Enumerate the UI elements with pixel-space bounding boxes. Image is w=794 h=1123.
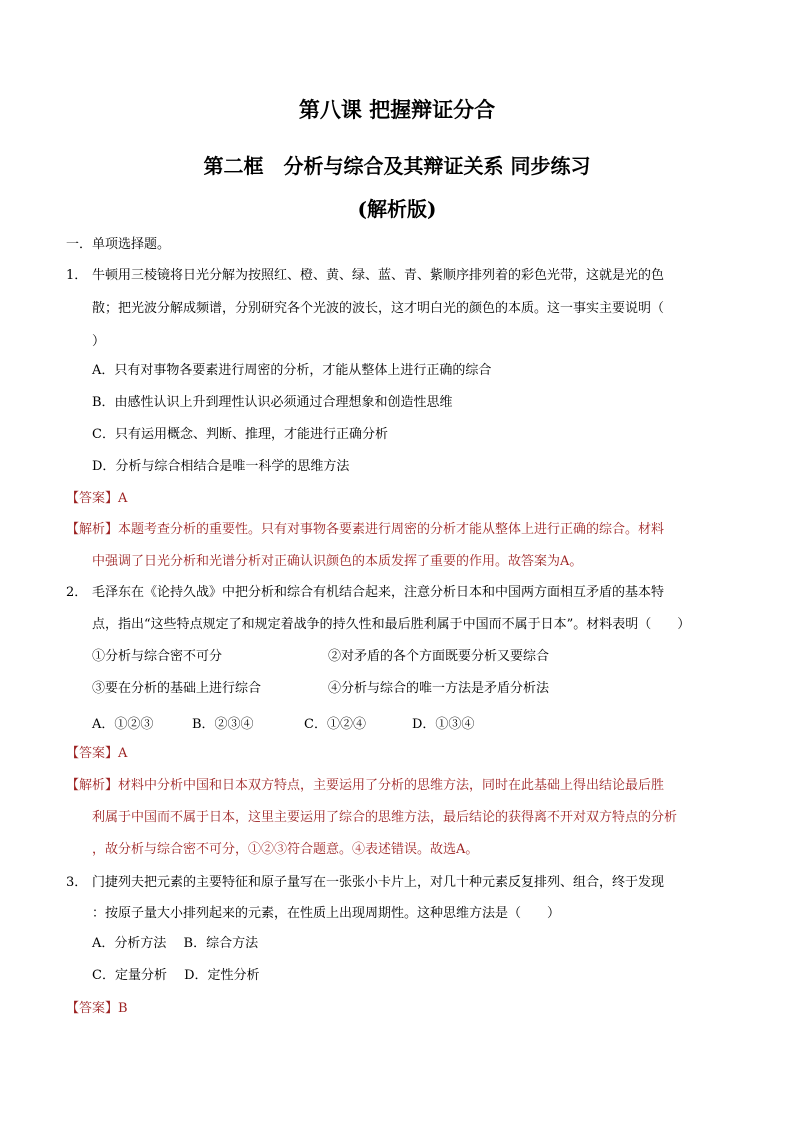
question-1-line-2: 散；把光波分解成频谱，分别研究各个光波的波长，这才明白光的颜色的本质。这一事实主要说明（ [92,301,665,316]
lesson-title: 第八课 把握辩证分合 [298,97,496,122]
question-2-item-1: ①分析与综合密不可分 [92,649,223,664]
answer-label: 【答案】 [66,746,119,761]
answer-label: 【答案】 [66,1001,119,1016]
question-1-option-b: B．由感性认识上升到理性认识必须通过合理想象和创造性思维 [92,395,453,410]
question-3-options-row-1: A．分析方法 B．综合方法 [92,936,259,951]
question-2-line-1: 毛泽东在《论持久战》中把分析和综合有机结合起来，注意分析日本和中国两方面相互矛盾的基本特 [92,585,665,600]
question-2-option-d: D．①③④ [412,717,475,732]
question-1-line-1: 牛顿用三棱镜将日光分解为按照红、橙、黄、绿、蓝、青、紫顺序排列着的彩色光带，这就是光的色 [92,268,665,283]
question-3-line-1: 门捷列夫把元素的主要特征和原子量写在一张张小卡片上，对几十种元素反复排列、组合，终于发现 [92,875,665,890]
question-1-option-d: D．分析与综合相结合是唯一科学的思维方法 [92,459,350,474]
question-2-item-2: ②对矛盾的各个方面既要分析又要综合 [328,649,550,664]
section-heading: 一．单项选择题。 [66,237,171,252]
question-2-analysis-line-3: ，故分析与综合密不可分，①②③符合题意。④表述错误。故选A。 [92,842,479,857]
answer-value: A [118,491,128,506]
question-3-number: 3． [66,875,88,890]
question-1-option-c: C．只有运用概念、判断、推理，才能进行正确分析 [92,427,388,442]
section-title: 第二框 分析与综合及其辩证关系 同步练习 [203,154,591,178]
question-2-answer [66,745,127,763]
question-2-line-2: 点，指出“这些特点规定了和规定着战争的持久性和最后胜利属于中国而不属于日本”。材料表明（ ） [92,617,691,632]
question-2-item-4: ④分析与综合的唯一方法是矛盾分析法 [328,681,550,696]
question-1-analysis-line-2: 中强调了日光分析和光谱分析对正确认识颜色的本质发挥了重要的作用。故答案为A。 [92,554,583,569]
question-2-option-c: C．①②④ [304,717,366,732]
analysis-text: 本题考查分析的重要性。只有对事物各要素进行周密的分析才能从整体上进行正确的综合。材料 [118,522,665,537]
question-1-analysis-line-1 [66,521,664,539]
analysis-text: 材料中分析中国和日本双方特点，主要运用了分析的思维方法，同时在此基础上得出结论最后胜 [118,778,665,793]
question-1-number: 1． [66,268,88,283]
answer-value: A [118,746,128,761]
question-3-answer [66,1000,128,1018]
question-2-item-3: ③要在分析的基础上进行综合 [92,681,262,696]
question-2-option-a: A．①②③ [92,717,154,732]
question-1-line-3: ） [92,334,106,349]
question-2-option-b: B．②③④ [192,717,254,732]
analysis-label: 【解析】 [66,778,119,793]
question-2-analysis-line-2: 利属于中国而不属于日本，这里主要运用了综合的思维方法，最后结论的获得离不开对双方特点的分析 [92,810,678,825]
question-1-option-a: A．只有对事物各要素进行周密的分析，才能从整体上进行正确的综合 [92,363,492,378]
question-3-line-2: ：按原子量大小排列起来的元素，在性质上出现周期性。这种思维方法是（ ） [92,906,561,921]
question-3-options-row-2: C．定量分析 D．定性分析 [92,968,260,983]
edition-label: (解析版) [357,197,437,221]
answer-label: 【答案】 [66,491,119,506]
question-2-analysis-line-1 [66,777,664,795]
question-1-answer [66,490,127,508]
answer-value: B [118,1001,128,1016]
analysis-label: 【解析】 [66,522,119,537]
question-2-number: 2． [66,585,88,600]
